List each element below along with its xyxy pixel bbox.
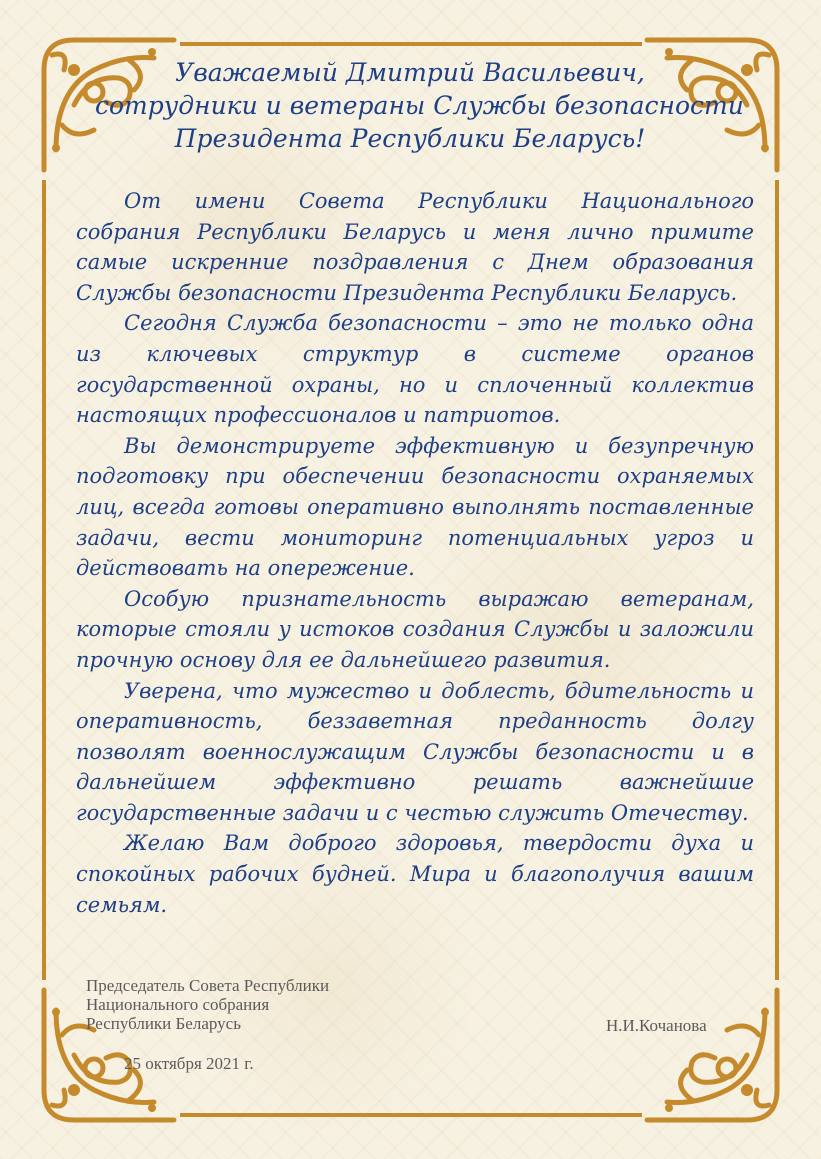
salutation-heading [95,56,744,155]
paragraph-greeting: От имени Совета Республики Национального собрания Республики Беларусь и меня лично примите самые искренние поздравления с Днем образования Службы безопасности Президента Республики Беларусь. [76,189,754,305]
signatory-title-line-3: Республики Беларусь [86,1014,241,1033]
salutation-line-3: Президента Республики Беларусь! [174,124,646,153]
paragraph-veterans: Особую признательность выражаю ветеранам, которые стояли у истоков создания Службы и заложили прочную основу для ее дальнейшего развития. [76,586,754,672]
paragraph-confidence: Уверена, что мужество и доблесть, бдительность и оперативность, беззаветная преданность долгу позволят военнослужащим Службы безопасности и в дальнейшем эффективно решать важнейшие государственные задачи и с честью служить Отечеству. [76,678,754,825]
frame-right-border [775,180,779,980]
frame-left-border [42,180,46,980]
ornament-corner-bottom-right [637,980,787,1130]
paragraph-service-today: Сегодня Служба безопасности – это не только одна из ключевых структур в системе органов государственной охраны, но и сплоченный коллектив настоящих профессионалов и патриотов. [76,311,754,428]
frame-bottom-border [180,1113,642,1117]
salutation-line-1: Уважаемый Дмитрий Васильевич, [175,58,645,87]
paragraph-readiness: Вы демонстрируете эффективную и безупречную подготовку при обеспечении безопасности охраняемых лиц, всегда готовы оперативно выполнять поставленные задачи, вести мониторинг потенциальных угроз и действовать на опережение. [76,433,754,581]
paragraph-wishes: Желаю Вам доброго здоровья, твердости духа и спокойных рабочих будней. Мира и благополучия вашим семьям. [76,831,754,917]
signatory-name: Н.И.Кочанова [606,1016,707,1035]
letter-body [76,186,754,920]
salutation-line-2: сотрудники и ветераны Службы безопасности [95,91,744,120]
signatory-title [86,976,329,1033]
signatory-title-line-1: Председатель Совета Республики [86,976,330,995]
frame-top-border [180,42,642,46]
letter-date: 25 октября 2021 г. [124,1054,254,1073]
signatory-title-line-2: Национального собрания [86,995,270,1014]
